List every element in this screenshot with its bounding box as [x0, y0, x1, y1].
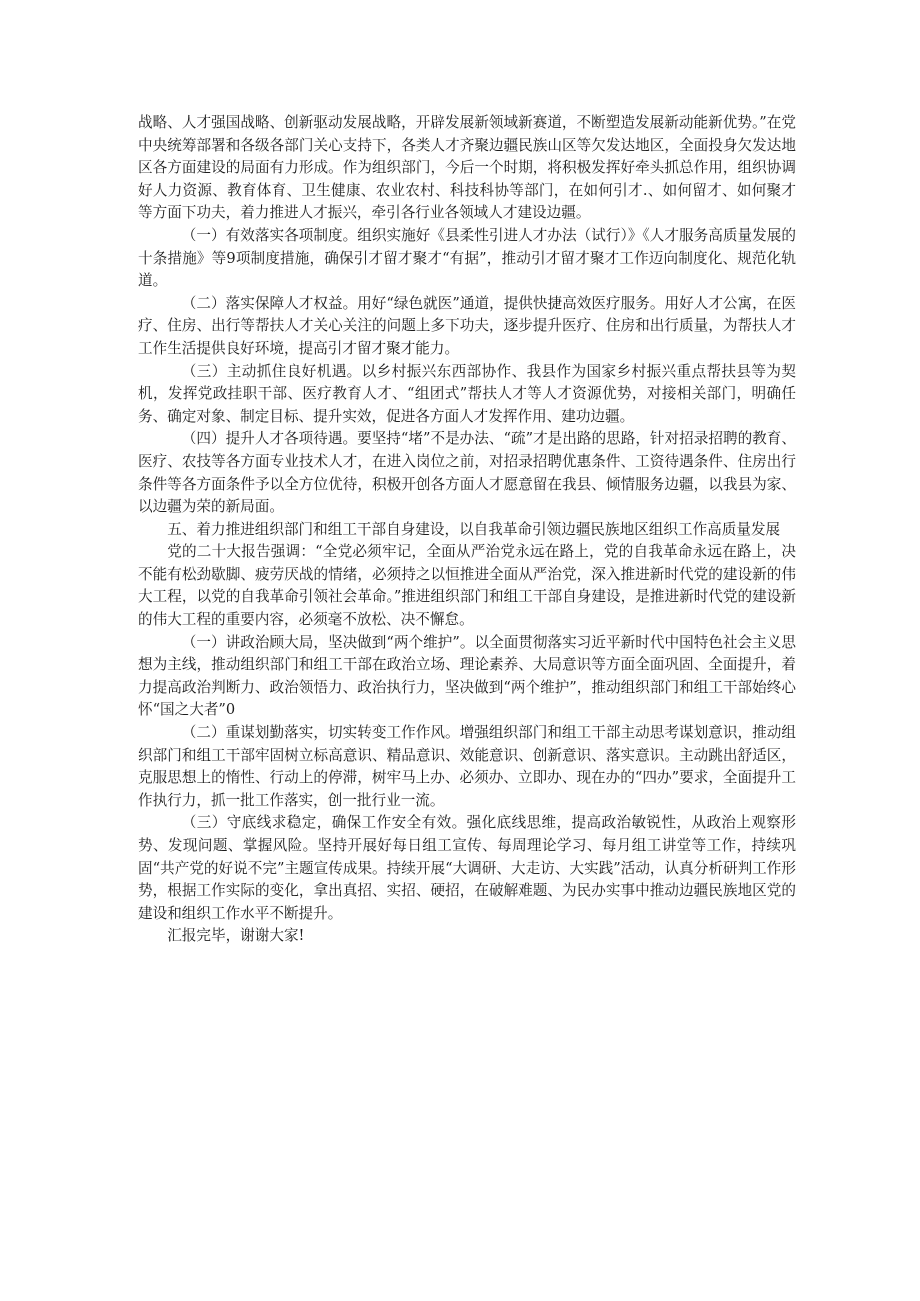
paragraph-report-quote: 党的二十大报告强调：“全党必须牢记，全面从严治党永远在路上，党的自我革命永远在路上，决不能有松劲歇脚、疲劳厌战的情绪，必须持之以恒推进全面从严治党，深入推进新时代党的建设新的伟大工程，以党的自我革命引领社会革命。”推进组织部门和组工干部自身建设，是推进新时代党的建设新的伟大工程的重要内容，必须毫不放松、决不懈怠。: [138, 543, 796, 629]
paragraph-intro-continuation: 战略、人才强国战略、创新驱动发展战略，开辟发展新领域新赛道，不断塑造发展新动能新优势。”在党中央统筹部署和各级各部门关心支持下，各类人才齐聚边疆民族山区等欠发达地区，全面投身欠发达地区各方面建设的局面有力形成。作为组织部门，今后一个时期，将积极发挥好牵头抓总作用，组织协调好人力资源、教育体育、卫生健康、农业农村、科技科协等部门，在如何引才.、如何留才、如何聚才等方面下功夫，着力推进人才振兴，牵引各行业各领域人才建设边疆。: [138, 114, 796, 222]
paragraph-item-1-politics: （一）讲政治顾大局，坚决做到“两个维护”。以全面贯彻落实习近平新时代中国特色社会主义思想为主线，推动组织部门和组工干部在政治立场、理论素养、大局意识等方面全面巩固、全面提升，着力提高政治判断力、政治领悟力、政治执行力，坚决做到“两个维护”，推动组织部门和组工干部始终心怀“国之大者”0: [138, 633, 796, 719]
paragraph-item-1-system: （一）有效落实各项制度。组织实施好《县柔性引进人才办法（试行）》《人才服务高质量发展的十条措施》等9项制度措施，确保引才留才聚才“有据”，推动引才留才聚才工作迈向制度化、规范化轨道。: [138, 226, 796, 290]
section-heading-five: 五、着力推进组织部门和组工干部自身建设，以自我革命引领边疆民族地区组织工作高质量发展: [167, 520, 781, 538]
paragraph-item-2-work-style: （二）重谋划勤落实，切实转变工作作风。增强组织部门和组工干部主动思考谋划意识，推动组织部门和组工干部牢固树立标高意识、精品意识、效能意识、创新意识、落实意识。主动跳出舒适区，克服思想上的惰性、行动上的停滞，树牢马上办、必须办、立即办、现在办的“四办”要求，全面提升工作执行力，抓一批工作落实，创一批行业一流。: [138, 724, 796, 809]
paragraph-item-2-rights: （二）落实保障人才权益。用好“绿色就医”通道，提供快捷高效医疗服务。用好人才公寓，在医疗、住房、出行等帮扶人才关心关注的问题上多下功夫，逐步提升医疗、住房和出行质量，为帮扶人才工作生活提供良好环境，提高引才留才聚才能力。: [138, 294, 796, 357]
paragraph-item-4-treatment: （四）提升人才各项待遇。要坚持“堵”不是办法、“疏”才是出路的思路，针对招录招聘的教育、医疗、农技等各方面专业技术人才，在进入岗位之前，对招录招聘优惠条件、工资待遇条件、住房出行条件等各方面条件予以全方位优待，积极开创各方面人才愿意留在我县、倾情服务边疆，以我县为家、以边疆为荣的新局面。: [138, 430, 796, 516]
paragraph-item-3-opportunity: （三）主动抓住良好机遇。以乡村振兴东西部协作、我县作为国家乡村振兴重点帮扶县等为契机，发挥党政挂职干部、医疗教育人才、“组团式”帮扶人才等人才资源优势，对接相关部门，明确任务、确定对象、制定目标、提升实效，促进各方面人才发挥作用、建功边疆。: [138, 362, 796, 425]
paragraph-closing: 汇报完毕，谢谢大家!: [167, 927, 305, 945]
paragraph-item-3-bottom-line: （三）守底线求稳定，确保工作安全有效。强化底线思维，提高政治敏锐性，从政治上观察形势、发现问题、掌握风险。坚持开展好每日组工宣传、每周理论学习、每月组工讲堂等工作，持续巩固“共产党的好说不完”主题宣传成果。持续开展“大调研、大走访、大实践”活动，认真分析研判工作形势，根据工作实际的变化，拿出真招、实招、硬招，在破解难题、为民办实事中推动边疆民族地区党的建设和组织工作水平不断提升。: [138, 814, 796, 922]
document-body: [138, 112, 796, 948]
